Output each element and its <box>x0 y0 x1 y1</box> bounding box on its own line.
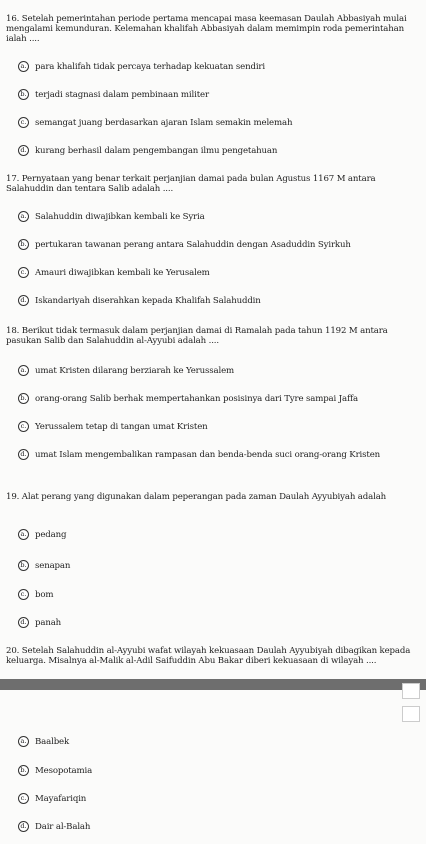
option-letter: c. <box>18 421 29 432</box>
option-letter: c. <box>18 267 29 278</box>
q18-option-d[interactable] <box>18 450 418 460</box>
option-letter: d. <box>18 821 29 832</box>
option-text: Yerussalem tetap di tangan umat Kristen <box>35 422 208 432</box>
q17-option-a[interactable] <box>18 212 418 222</box>
option-letter: d. <box>18 617 29 628</box>
q20-option-c[interactable] <box>18 794 418 804</box>
q18-option-a[interactable] <box>18 366 418 376</box>
q16-option-b[interactable] <box>18 90 418 100</box>
section-divider <box>0 679 426 690</box>
option-letter: b. <box>18 239 29 250</box>
option-letter: a. <box>18 61 29 72</box>
question-20-text: 20. Setelah Salahuddin al-Ayyubi wafat wilayah kekuasaan Daulah Ayyubiyah dibagikan kepada keluarga. Misalnya al-Malik al-Adil Saifuddin Abu Bakar diberi kekuasaan di wilayah .... <box>6 646 411 666</box>
q16-option-d[interactable] <box>18 146 418 156</box>
blank-box <box>402 706 420 722</box>
option-text: panah <box>35 618 62 628</box>
option-text: pertukaran tawanan perang antara Salahuddin dengan Asaduddin Syirkuh <box>35 240 351 250</box>
option-letter: b. <box>18 89 29 100</box>
blank-box <box>402 683 420 699</box>
q17-option-c[interactable] <box>18 268 418 278</box>
option-letter: d. <box>18 449 29 460</box>
q19-option-d[interactable] <box>18 618 418 628</box>
q17-option-d[interactable] <box>18 296 418 306</box>
option-text: Iskandariyah diserahkan kepada Khalifah Salahuddin <box>35 296 261 306</box>
option-letter: d. <box>18 295 29 306</box>
option-text: orang-orang Salib berhak mempertahankan posisinya dari Tyre sampai Jaffa <box>35 394 359 404</box>
option-text: terjadi stagnasi dalam pembinaan militer <box>35 90 209 100</box>
q18-option-b[interactable] <box>18 394 418 404</box>
question-19-text: 19. Alat perang yang digunakan dalam peperangan pada zaman Daulah Ayyubiyah adalah <box>6 492 387 502</box>
option-text: umat Kristen dilarang berziarah ke Yerussalem <box>35 366 235 376</box>
option-text: Baalbek <box>35 737 70 747</box>
q19-option-c[interactable] <box>18 590 418 600</box>
option-letter: b. <box>18 765 29 776</box>
q16-option-c[interactable] <box>18 118 418 128</box>
option-text: umat Islam mengembalikan rampasan dan benda-benda suci orang-orang Kristen <box>35 450 381 460</box>
option-letter: a. <box>18 211 29 222</box>
q20-option-a[interactable] <box>18 737 418 747</box>
option-letter: c. <box>18 793 29 804</box>
q18-option-c[interactable] <box>18 422 418 432</box>
question-17-text: 17. Pernyataan yang benar terkait perjanjian damai pada bulan Agustus 1167 M antara Salahuddin dan tentara Salib adalah .... <box>6 174 376 194</box>
q19-option-b[interactable] <box>18 561 418 571</box>
option-letter: c. <box>18 117 29 128</box>
q20-option-b[interactable] <box>18 766 418 776</box>
option-letter: b. <box>18 560 29 571</box>
option-text: bom <box>35 590 54 600</box>
option-text: senapan <box>35 561 71 571</box>
option-letter: a. <box>18 365 29 376</box>
question-16-text: 16. Setelah pemerintahan periode pertama mencapai masa keemasan Daulah Abbasiyah mulai mengalami kemunduran. Kelemahan khalifah Abbasiyah dalam memimpin roda pemerintahan ialah .... <box>6 14 407 44</box>
q17-option-b[interactable] <box>18 240 418 250</box>
option-letter: d. <box>18 145 29 156</box>
option-letter: b. <box>18 393 29 404</box>
option-text: para khalifah tidak percaya terhadap kekuatan sendiri <box>35 62 265 72</box>
q16-option-a[interactable] <box>18 62 418 72</box>
q19-option-a[interactable] <box>18 530 418 540</box>
option-text: Mayafariqin <box>35 794 87 804</box>
option-text: pedang <box>35 530 67 540</box>
option-text: Mesopotamia <box>35 766 93 776</box>
option-text: Dair al-Balah <box>35 822 91 832</box>
q20-option-d[interactable] <box>18 822 418 832</box>
option-letter: a. <box>18 529 29 540</box>
option-text: Amauri diwajibkan kembali ke Yerusalem <box>35 268 210 278</box>
option-text: Salahuddin diwajibkan kembali ke Syria <box>35 212 205 222</box>
option-text: semangat juang berdasarkan ajaran Islam semakin melemah <box>35 118 293 128</box>
option-letter: a. <box>18 736 29 747</box>
question-18-text: 18. Berikut tidak termasuk dalam perjanjian damai di Ramalah pada tahun 1192 M antara pasukan Salib dan Salahuddin al-Ayyubi adalah .... <box>6 326 388 346</box>
option-text: kurang berhasil dalam pengembangan ilmu pengetahuan <box>35 146 278 156</box>
option-letter: c. <box>18 589 29 600</box>
